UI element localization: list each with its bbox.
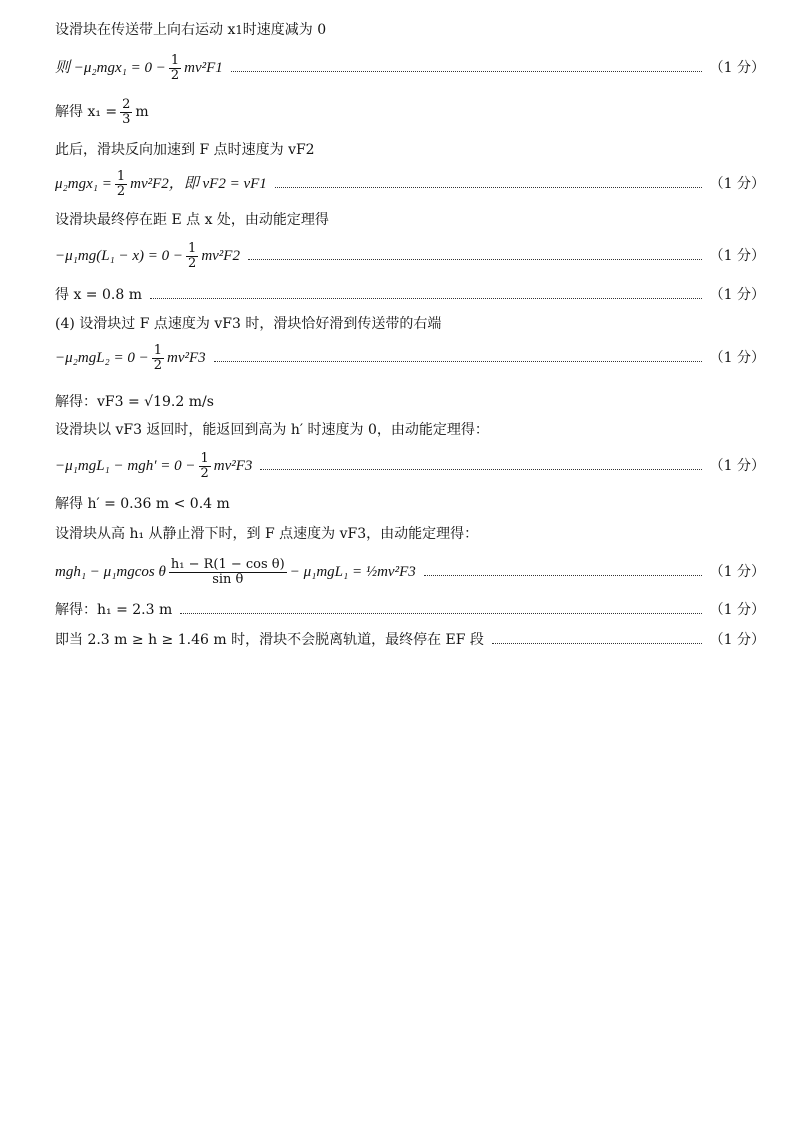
line-5 xyxy=(55,164,765,204)
fraction-denominator: 2 xyxy=(153,357,163,373)
line-3 xyxy=(55,92,765,132)
equation-right: mv²F3 xyxy=(213,458,253,474)
line-10 xyxy=(55,338,765,378)
fraction-denominator: sin θ xyxy=(212,571,244,587)
line-4 xyxy=(55,138,765,162)
dotted-leader xyxy=(150,298,702,299)
line-13 xyxy=(55,446,765,486)
equation-left: −μ₁mgL₁ − mgh′ = 0 − xyxy=(55,458,196,474)
line-17 xyxy=(55,598,765,622)
score-label: （1 分） xyxy=(709,176,765,192)
fraction-numerator: h₁ − R(1 − cos θ) xyxy=(170,556,285,572)
unit: m xyxy=(135,104,149,120)
line-text: 设滑块以 vF3 返回时，能返回到高为 h′ 时速度为 0，由动能定理得： xyxy=(55,422,489,438)
dotted-leader xyxy=(260,469,701,470)
fraction xyxy=(120,98,132,127)
fraction-denominator: 3 xyxy=(122,111,131,127)
line-9 xyxy=(55,312,765,336)
equation-left: −μ₂mgL₂ = 0 − xyxy=(55,350,149,366)
score-label: （1 分） xyxy=(709,350,765,366)
subscript: 1 xyxy=(235,23,243,37)
line-text: 设滑块在传送带上向右运动 x xyxy=(55,22,236,38)
score-label: （1 分） xyxy=(709,632,765,648)
score-label: （1 分） xyxy=(709,287,765,303)
fraction-numerator: 1 xyxy=(116,168,126,184)
line-15 xyxy=(55,522,765,546)
equation-left: 则 −μ₂mgx₁ = 0 − xyxy=(55,60,166,76)
line-8 xyxy=(55,283,765,307)
equation-right: − μ₁mgL₁ = ½mv²F3 xyxy=(289,564,416,580)
fraction-numerator: 1 xyxy=(200,450,209,466)
fraction-denominator: 2 xyxy=(200,465,209,481)
fraction-denominator: 2 xyxy=(116,183,126,199)
line-text: 此后，滑块反向加速到 F 点时速度为 vF2 xyxy=(55,142,315,158)
equation-left: μ₂mgx₁ = xyxy=(55,176,112,192)
score-label: （1 分） xyxy=(709,458,765,474)
equation-left: 解得 x₁ = xyxy=(55,104,118,120)
score-label: （1 分） xyxy=(709,564,765,580)
line-text: 解得：vF3 = √19.2 m/s xyxy=(55,394,214,410)
dotted-leader xyxy=(248,259,702,260)
fraction xyxy=(186,242,198,271)
line-text: 解得 h′ = 0.36 m < 0.4 m xyxy=(55,496,230,512)
fraction-denominator: 2 xyxy=(188,255,197,271)
score-label: （1 分） xyxy=(709,248,765,264)
dotted-leader xyxy=(231,71,702,72)
line-12 xyxy=(55,418,765,442)
line-18 xyxy=(55,628,765,652)
line-14 xyxy=(55,492,765,516)
fraction-numerator: 1 xyxy=(153,342,163,358)
dotted-leader xyxy=(424,575,702,576)
line-text: 得 x = 0.8 m xyxy=(55,287,142,303)
fraction xyxy=(199,452,211,481)
equation-right: mv²F1 xyxy=(184,60,223,76)
line-text-post: 时速度减为 0 xyxy=(242,22,327,38)
dotted-leader xyxy=(492,643,702,644)
line-7 xyxy=(55,236,765,276)
equation-left: mgh₁ − μ₁mgcos θ xyxy=(55,564,166,580)
line-text: (4) 设滑块过 F 点速度为 vF3 时，滑块恰好滑到传送带的右端 xyxy=(55,316,442,332)
fraction xyxy=(115,170,127,199)
dotted-leader xyxy=(275,187,702,188)
line-text: 设滑块最终停在距 E 点 x 处，由动能定理得 xyxy=(55,212,329,228)
dotted-leader xyxy=(214,361,702,362)
fraction xyxy=(169,558,287,587)
fraction-numerator: 1 xyxy=(170,52,180,68)
equation-right: mv²F2，即 vF2 = vF1 xyxy=(130,176,267,192)
line-11 xyxy=(55,390,765,414)
line-6 xyxy=(55,208,765,232)
line-2 xyxy=(55,48,765,88)
fraction xyxy=(152,344,164,373)
fraction-numerator: 2 xyxy=(122,96,131,112)
fraction-numerator: 1 xyxy=(188,240,197,256)
line-text: 解得：h₁ = 2.3 m xyxy=(55,602,173,618)
fraction-denominator: 2 xyxy=(170,67,180,83)
equation-left: −μ₁mg(L₁ − x) = 0 − xyxy=(55,248,184,264)
line-1 xyxy=(55,18,765,42)
equation-right: mv²F2 xyxy=(201,248,240,264)
dotted-leader xyxy=(180,613,701,614)
score-label: （1 分） xyxy=(709,602,765,618)
line-text: 设滑块从高 h₁ 从静止滑下时，到 F 点速度为 vF3，由动能定理得： xyxy=(55,526,479,542)
line-text: 即当 2.3 m ≥ h ≥ 1.46 m 时，滑块不会脱离轨道，最终停在 EF 段 xyxy=(55,632,484,648)
score-label: （1 分） xyxy=(709,60,765,76)
line-16 xyxy=(55,552,765,592)
equation-right: mv²F3 xyxy=(167,350,206,366)
fraction xyxy=(169,54,181,83)
